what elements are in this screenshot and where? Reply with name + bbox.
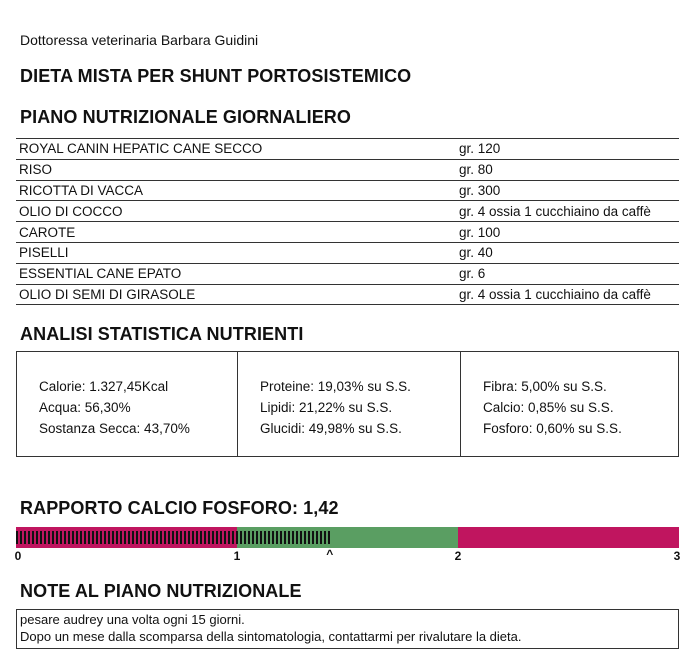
table-row — [16, 222, 679, 243]
tick-label: 2 — [454, 549, 462, 563]
food-name: OLIO DI SEMI DI GIRASOLE — [16, 284, 457, 305]
stat-fiber: Fibra: 5,00% su S.S. — [483, 379, 607, 394]
tick-label: 1 — [233, 549, 241, 563]
food-name: ROYAL CANIN HEPATIC CANE SECCO — [16, 139, 457, 160]
stats-title: ANALISI STATISTICA NUTRIENTI — [20, 324, 304, 344]
ratio-scale-bar — [16, 527, 679, 548]
diet-title: DIETA MISTA PER SHUNT PORTOSISTEMICO — [20, 66, 412, 86]
doctor-name: Dottoressa veterinaria Barbara Guidini — [20, 32, 259, 48]
note-line: pesare audrey una volta ogni 15 giorni. — [20, 612, 245, 627]
food-quantity: gr. 300 — [457, 180, 679, 201]
food-name: RICOTTA DI VACCA — [16, 180, 457, 201]
table-row — [16, 201, 679, 222]
table-row — [16, 263, 679, 284]
food-quantity: gr. 80 — [457, 159, 679, 180]
food-name: PISELLI — [16, 242, 457, 263]
table-row — [16, 180, 679, 201]
food-quantity: gr. 40 — [457, 242, 679, 263]
stat-water: Acqua: 56,30% — [39, 400, 131, 415]
table-row — [16, 242, 679, 263]
notes-box — [16, 609, 679, 649]
stat-lipids: Lipidi: 21,22% su S.S. — [260, 400, 393, 415]
ratio-zone-2 — [458, 527, 679, 548]
notes-title: NOTE AL PIANO NUTRIZIONALE — [20, 581, 302, 601]
food-name: CAROTE — [16, 222, 457, 243]
stat-dry-matter: Sostanza Secca: 43,70% — [39, 421, 190, 436]
tick-label: 0 — [14, 549, 22, 563]
food-quantity: gr. 100 — [457, 222, 679, 243]
nutrition-plan-table — [16, 138, 679, 305]
food-quantity: gr. 4 ossia 1 cucchiaino da caffè — [457, 201, 679, 222]
food-quantity: gr. 6 — [457, 263, 679, 284]
ratio-scale-ticks — [16, 548, 679, 568]
stats-column-macros — [237, 352, 460, 456]
table-row — [16, 139, 679, 160]
plan-title: PIANO NUTRIZIONALE GIORNALIERO — [20, 107, 351, 127]
tick-label: 3 — [673, 549, 681, 563]
table-row — [16, 284, 679, 305]
ratio-value-marker: ^ — [326, 547, 334, 561]
table-row — [16, 159, 679, 180]
food-name: ESSENTIAL CANE EPATO — [16, 263, 457, 284]
stat-proteins: Proteine: 19,03% su S.S. — [260, 379, 411, 394]
food-name: OLIO DI COCCO — [16, 201, 457, 222]
stat-calcium: Calcio: 0,85% su S.S. — [483, 400, 614, 415]
stats-column-minerals — [460, 352, 678, 456]
food-quantity: gr. 4 ossia 1 cucchiaino da caffè — [457, 284, 679, 305]
calcium-phosphorus-ratio-title: RAPPORTO CALCIO FOSFORO: 1,42 — [20, 498, 339, 518]
stat-carbs: Glucidi: 49,98% su S.S. — [260, 421, 402, 436]
ratio-value-fill — [16, 531, 330, 544]
stats-column-energy — [17, 352, 237, 456]
note-line: Dopo un mese dalla scomparsa della sintomatologia, contattarmi per rivalutare la dieta. — [20, 628, 522, 644]
food-quantity: gr. 120 — [457, 139, 679, 160]
stat-phosphorus: Fosforo: 0,60% su S.S. — [483, 421, 622, 436]
stat-calories: Calorie: 1.327,45Kcal — [39, 379, 169, 394]
nutrient-stats-box — [16, 351, 679, 457]
food-name: RISO — [16, 159, 457, 180]
